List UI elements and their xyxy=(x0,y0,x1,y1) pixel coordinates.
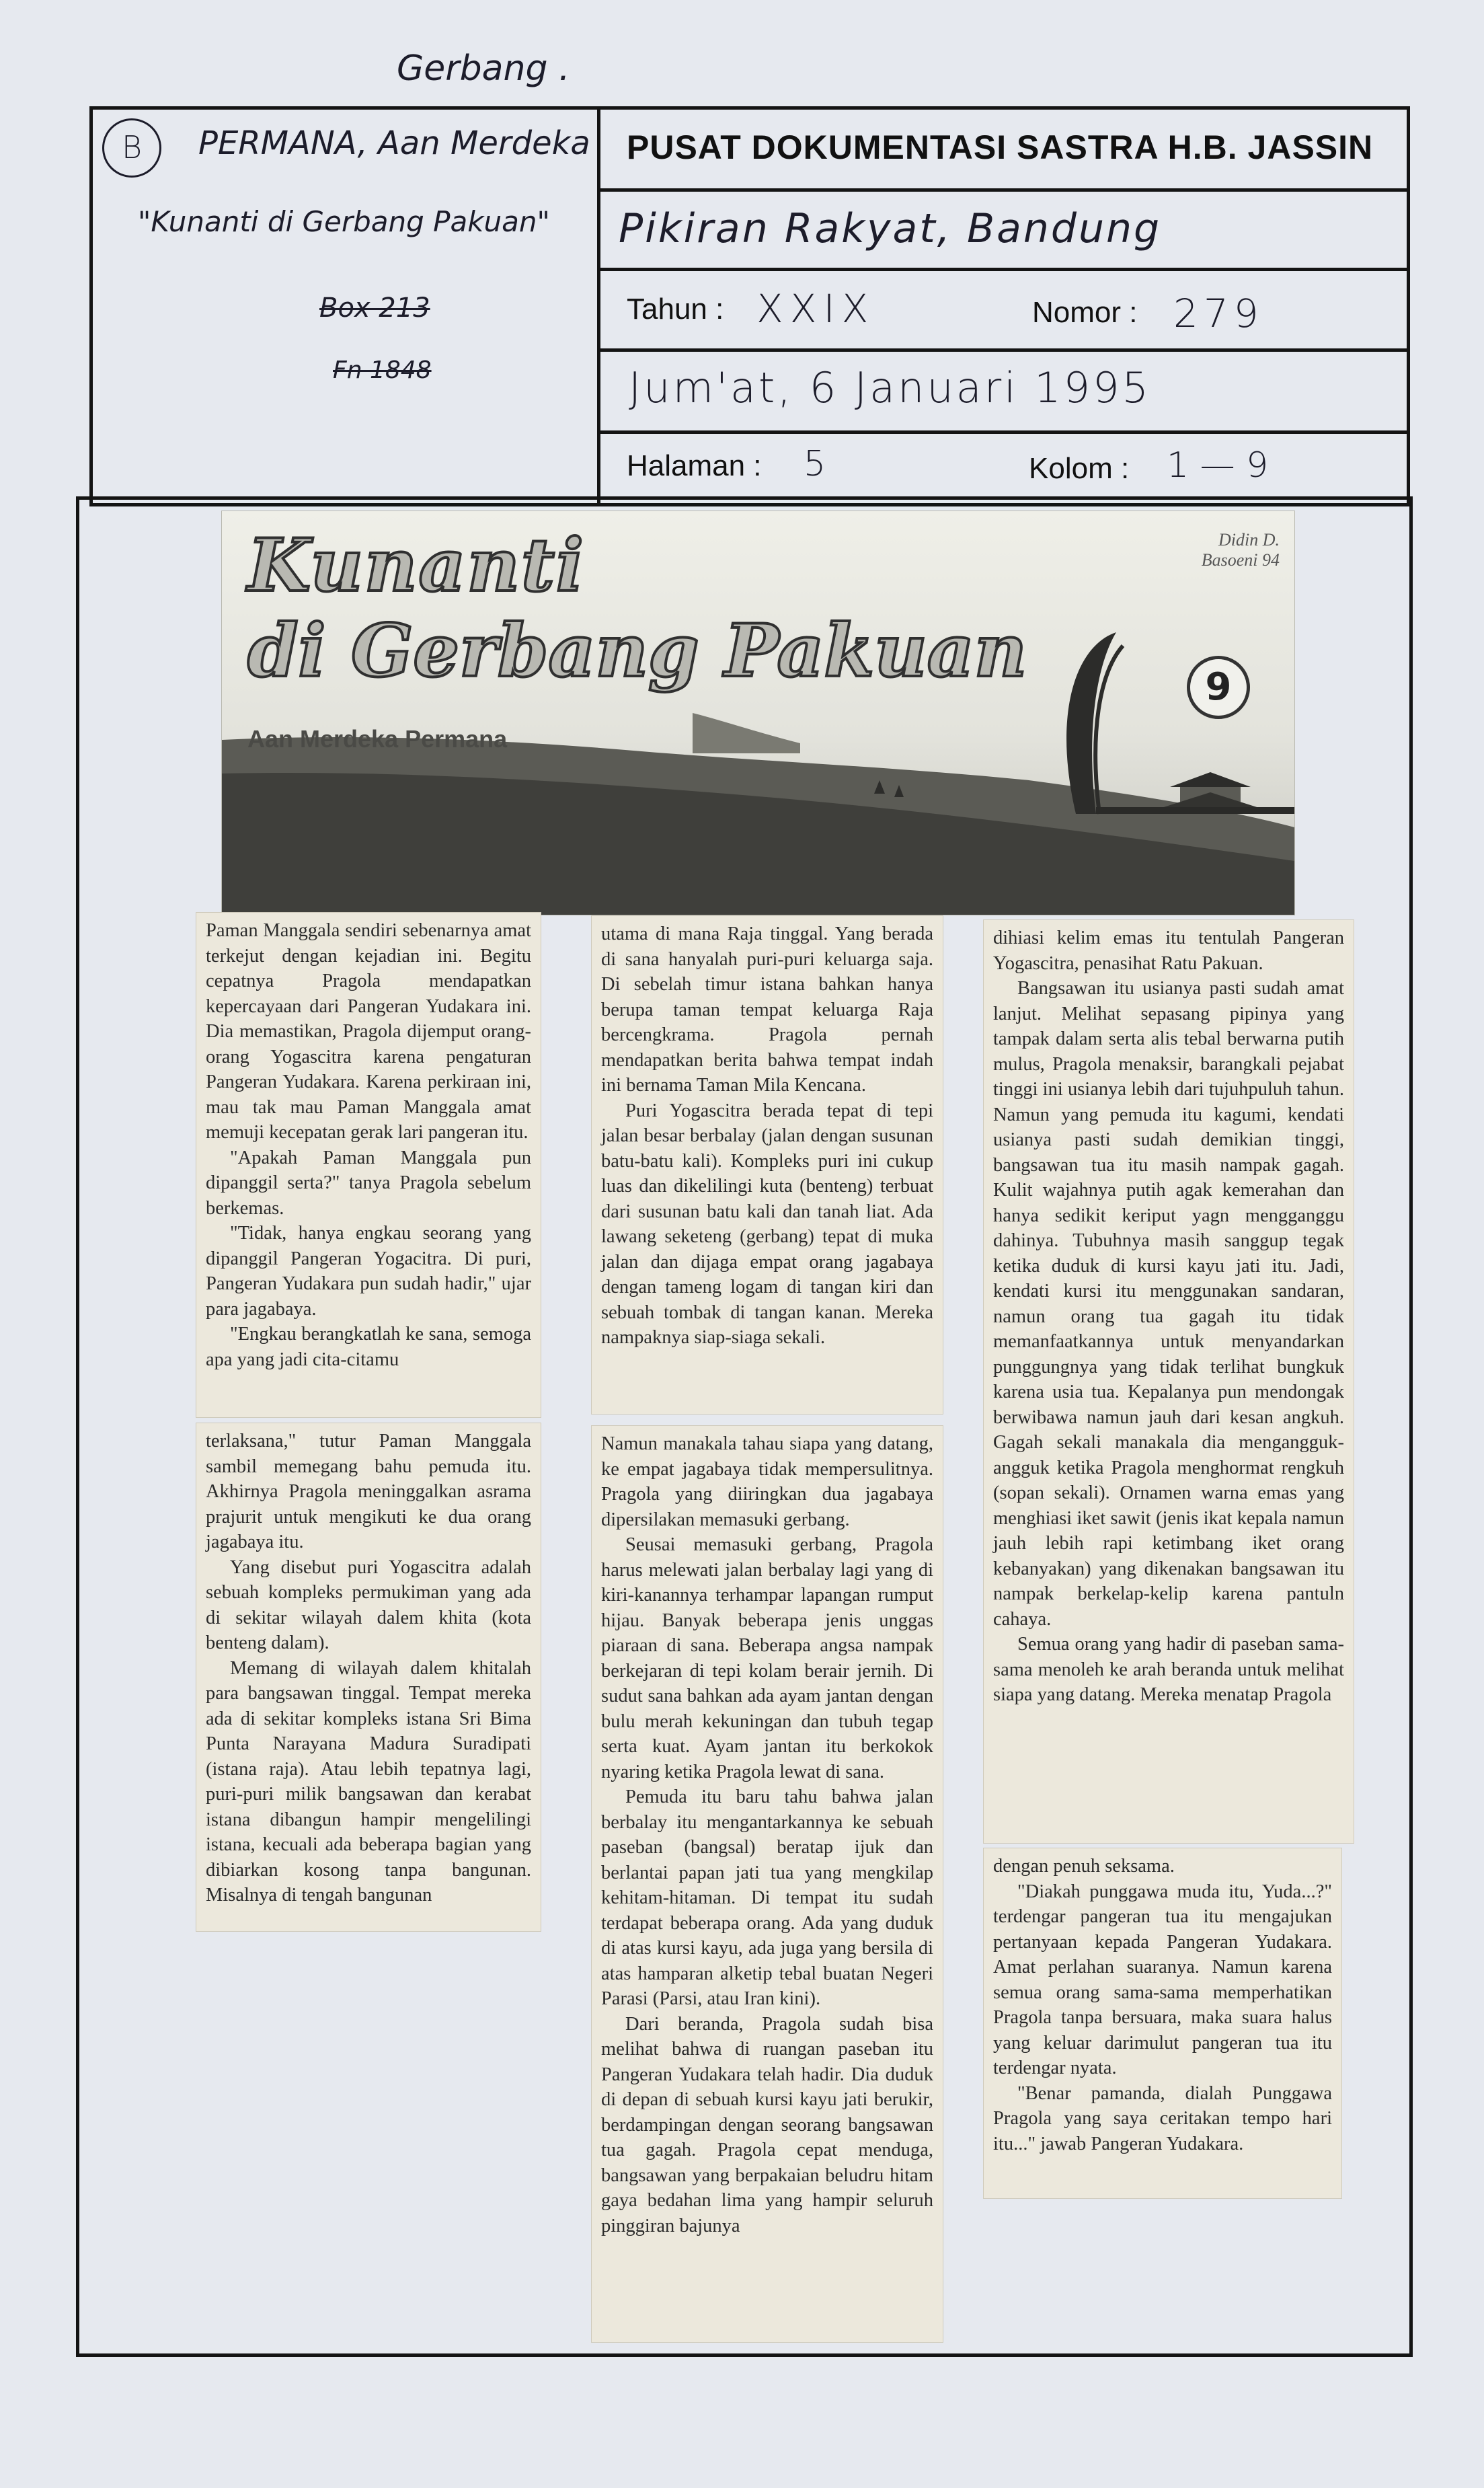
paragraph: terlaksana," tutur Paman Manggala sambil memegang bahu pemuda itu. Akhirnya Pragola meninggalkan asrama prajurit untuk mengikuti ke dua orang jagabaya itu. xyxy=(206,1431,531,1552)
paragraph: "Apakah Paman Manggala pun dipanggil serta?" tanya Pragola sebelum berkemas. xyxy=(206,1147,531,1219)
article-column-2 xyxy=(196,1423,541,1931)
article-column-4 xyxy=(592,1426,943,2342)
kolom-value: 1 — 9 xyxy=(1167,445,1269,486)
tahun-label: Tahun : xyxy=(627,293,724,326)
paragraph: Pemuda itu baru tahu bahwa jalan berbalay itu mengantarkannya ke sebuah paseban (bangsal) beratap ijuk dan berlantai papan jati tua yang mengkilap kehitam-hitaman. Di tempat itu sudah terdapat beberapa orang. Ada yang duduk di atas kursi kayu, ada juga yang bersila di atas hamparan alketip tebal buatan Negeri Parasi (Parsi, atau Iran kini). xyxy=(601,1786,933,2009)
article-author: Aan Merdeka Permana xyxy=(247,725,508,753)
form-row-line xyxy=(597,188,1410,192)
article-title-line2: di Gerbang Pakuan xyxy=(247,609,1027,693)
paragraph: Seusai memasuki gerbang, Pragola harus melewati jalan berbalay lagi yang di kiri-kanannya terhampar lapangan rumput hijau. Banyak beberapa jenis unggas piaraan di sana. Beberapa angsa nampak berkejaran di tepi kolam berair jernih. Di sudut sana bahkan ada ayam jantan dengan bulu merah kekuningan dan tubuh tegap serta kuat. Ayam jantan itu berkokok nyaring ketika Pragola lewat di sana. xyxy=(601,1534,933,1782)
paragraph: utama di mana Raja tinggal. Yang berada di sana hanyalah puri-puri keluarga saja. Di sebelah timur istana bahkan hanya berupa taman tempat keluarga Raja bercengkrama. Pragola pernah mendapatkan berita bahwa tempat indah ini bernama Taman Mila Kencana. xyxy=(601,923,933,1096)
paragraph: Namun manakala tahau siapa yang datang, ke empat jagabaya tidak mempersulitnya. Pragola yang diiringkan dua jagabaya dipersilakan memasuki gerbang. xyxy=(601,1433,933,1530)
paragraph: "Engkau berangkatlah ke sana, semoga apa yang jadi cita-citamu xyxy=(206,1324,531,1370)
paragraph: Puri Yogascitra berada tepat di tepi jalan besar berbalay (jalan dengan susunan batu-batu kali). Kompleks puri ini cukup luas dan dikelilingi kuta (benteng) terbuat dari susunan batu kali dan tanah liat. Ada lawang seketeng (gerbang) tepat di muka jalan dan dijaga empat orang jagabaya dengan tameng logam di tangan kiri dan sebuah tombak di tangan kanan. Mereka nampaknya siap-siaga sekali. xyxy=(601,1100,933,1348)
illustrator-credit-line1: Didin D. xyxy=(1218,530,1280,550)
handwritten-top-note: Gerbang . xyxy=(397,48,570,89)
episode-number-badge: 9 xyxy=(1187,656,1250,719)
paragraph: Paman Manggala sendiri sebenarnya amat terkejut dengan kejadian ini. Begitu cepatnya Pragola mendapatkan kepercayaan dari Pangeran Yudakara ini. Dia memastikan, Pragola dijemput orang-orang Yogascitra karena pengaturan Pangeran Yudakara. Karena perkiraan ini, mau tak mau Paman Manggala amat memuji kecepatan gerak lari pangeran itu. xyxy=(206,920,531,1143)
article-column-1 xyxy=(196,913,541,1417)
paragraph: dihiasi kelim emas itu tentulah Pangeran Yogascitra, penasihat Ratu Pakuan. xyxy=(993,928,1344,974)
publication-date: Jum'at, 6 Januari 1995 xyxy=(629,363,1151,412)
article-banner xyxy=(222,511,1294,915)
paragraph: Semua orang yang hadir di paseban sama-sama menoleh ke arah beranda untuk melihat siapa yang datang. Mereka menatap Pragola xyxy=(993,1634,1344,1705)
struck-box-number: Box 213 xyxy=(319,293,430,324)
halaman-value: 5 xyxy=(804,444,826,484)
article-column-3 xyxy=(592,916,943,1414)
nomor-value: 279 xyxy=(1173,291,1264,336)
newspaper-name: Pikiran Rakyat, Bandung xyxy=(619,205,1162,252)
form-divider-vertical xyxy=(597,106,600,190)
paragraph: Bangsawan itu usianya pasti sudah amat lanjut. Melihat sepasang pipinya yang tampak dalam serta alis tebal berwarna putih mulus, Pragola menaksir, barangkali pejabat tinggi ini usianya lebih dari tujuhpuluh tahun. Namun yang pemuda itu kagumi, kendati usianya pasti sudah demikian tinggi, bangsawan tua itu masih nampak gagah. Kulit wajahnya putih agak kemerahan dan hanya sedikit keriput yagn mengganggu dahinya. Tubuhnya masih sanggup tegak ketika duduk di kursi kayu jati itu. Jadi, kendati kursi itu menggunakan sandaran, namun orang tua gagah itu tidak memanfaatkannya untuk menyandarkan punggungnya yang tidak terlihat bungkuk karena usia tua. Kepalanya pun mendongak berwibawa namun jauh dari kesan angkuh. Gagah sekali manakala dia mengangguk-angguk ketika Pragola menghormat rengkuh (sopan sekali). Ornamen warna emas yang menghiasi iket sawit (jenis ikat kepala namun jauh lebih rapi ketimbang iket orang kebanyakan) yang dikenakan bangsawan itu nampak berkelap-kelip karena pantuln cahaya. xyxy=(993,978,1344,1630)
article-title-line1: Kunanti xyxy=(247,523,585,608)
struck-file-code: Fn 1848 xyxy=(333,356,432,384)
halaman-label: Halaman : xyxy=(627,449,762,482)
paragraph: Dari beranda, Pragola sudah bisa melihat bahwa di ruangan paseban itu Pangeran Yudakara telah hadir. Dia duduk di depan di sebuah kursi kayu jati berukir, berdampingan dengan seorang bangsawan tua gagah. Pragola cepat menduga, bangsawan yang berpakaian beludru hitam gaya bedahan lima yang hampir seluruh pinggiran bajunya xyxy=(601,2013,933,2236)
handwritten-title-note: "Kunanti di Gerbang Pakuan" xyxy=(138,205,550,238)
kolom-label: Kolom : xyxy=(1029,452,1130,485)
paragraph: "Diakah punggawa muda itu, Yuda...?" terdengar pangeran tua itu mengajukan pertanyaan kepada Pangeran Yudakara. Amat perlahan suaranya. Namun karena semua orang sama-sama memperhatikan Pragola tanpa bersuara, maka suara halus yang keluar darimulut pangeran tua itu terdengar nyata. xyxy=(993,1881,1332,2078)
tahun-value: XXIX xyxy=(756,286,875,332)
paragraph: "Benar pamanda, dialah Punggawa Pragola yang saya ceritakan tempo hari itu..." jawab Pangeran Yudakara. xyxy=(993,2082,1332,2154)
paragraph: "Tidak, hanya engkau seorang yang dipanggil Pangeran Yogacitra. Di puri, Pangeran Yudakara pun sudah hadir," ujar para jagabaya. xyxy=(206,1223,531,1320)
article-column-6 xyxy=(984,1848,1341,2198)
nomor-label: Nomor : xyxy=(1032,296,1138,329)
form-row-line xyxy=(597,430,1410,434)
illustrator-credit xyxy=(1202,530,1280,570)
handwritten-author-name: PERMANA, Aan Merdeka xyxy=(198,124,590,162)
form-row-line xyxy=(597,268,1410,271)
paragraph: dengan penuh seksama. xyxy=(993,1856,1175,1877)
paragraph: Yang disebut puri Yogascitra adalah sebuah kompleks permukiman yang ada di sekitar wilayah dalem khita (kota benteng dalam). xyxy=(206,1556,531,1653)
article-column-5 xyxy=(984,920,1354,1843)
form-row-line xyxy=(597,348,1410,352)
institution-title: PUSAT DOKUMENTASI SASTRA H.B. JASSIN xyxy=(627,128,1374,166)
form-divider-vertical-lower xyxy=(597,188,600,506)
paragraph: Memang di wilayah dalem khitalah para bangsawan tinggal. Tempat mereka ada di sekitar kompleks istana Sri Bima Punta Narayana Madura Suradipati (istana raja). Atau lebih tepatnya lagi, puri-puri milik bangsawan dan kerabat istana dibangun hampir mengelilingi istana, kecuali ada beberapa bagian yang dibiarkan kosong tanpa bangunan. Misalnya di tengah bangunan xyxy=(206,1657,531,1906)
illustrator-credit-line2: Basoeni 94 xyxy=(1201,550,1280,570)
clipping-frame-top xyxy=(76,496,1413,500)
author-circle-letter: B xyxy=(102,118,161,178)
